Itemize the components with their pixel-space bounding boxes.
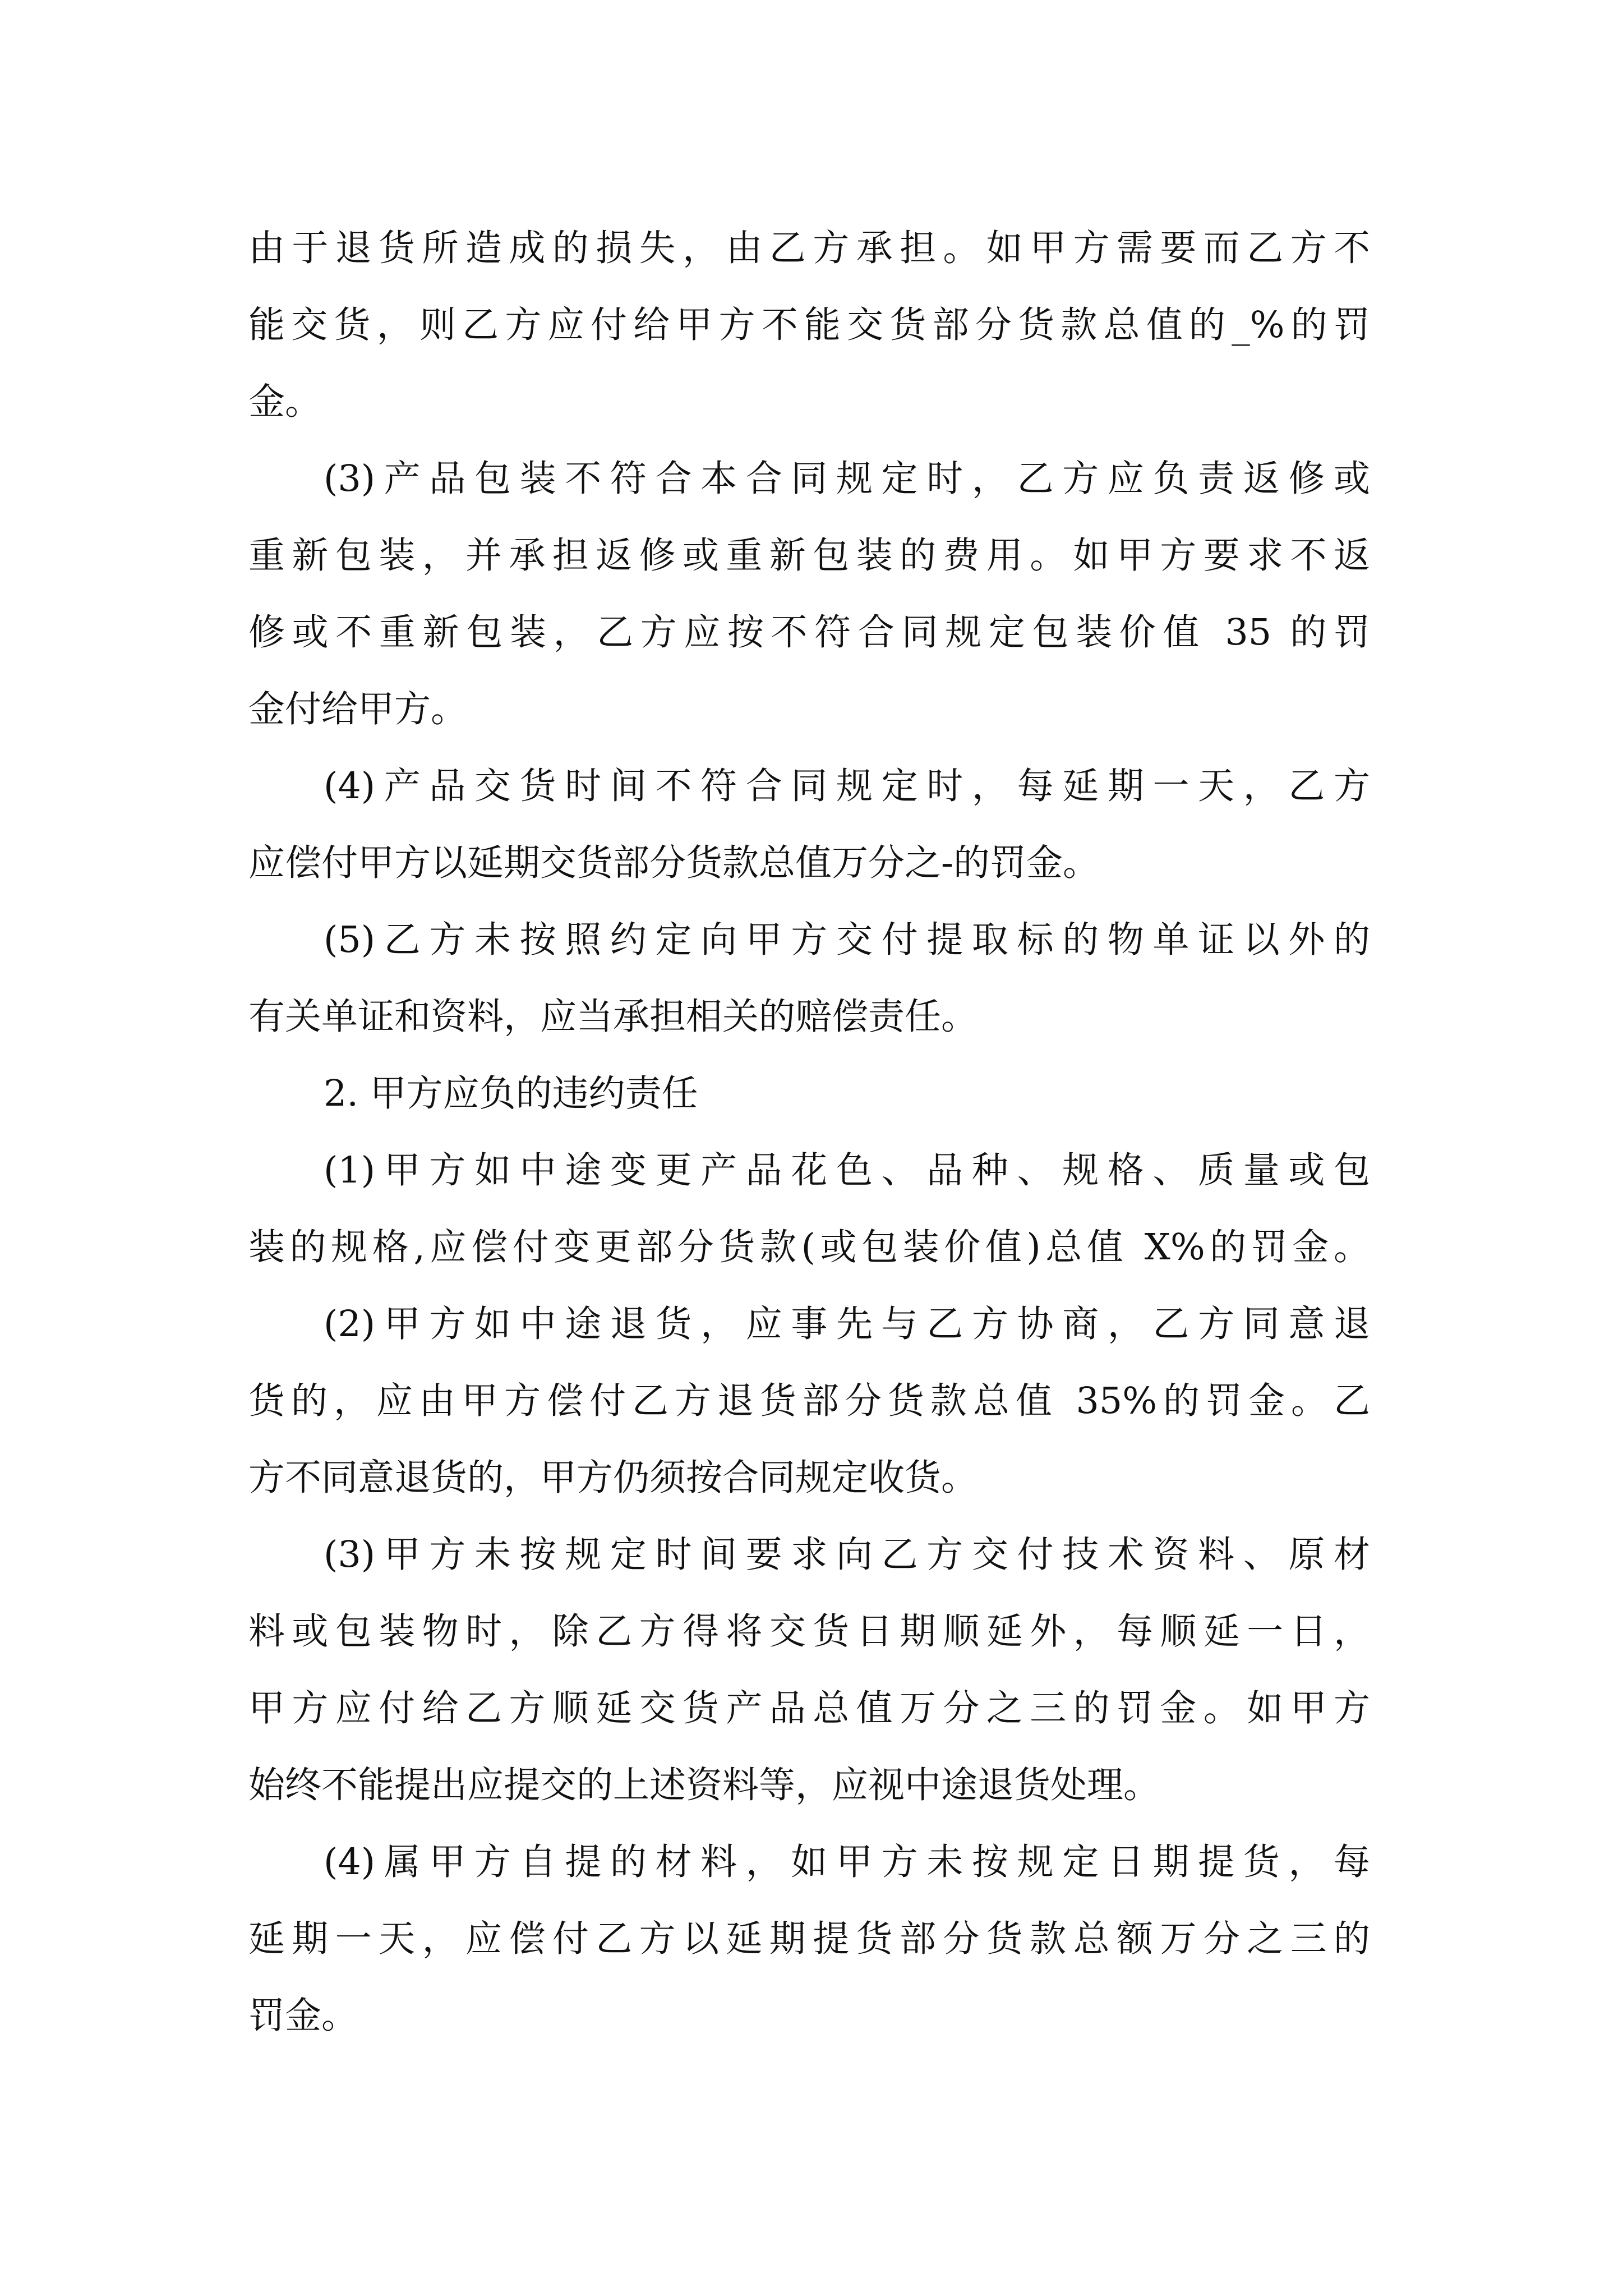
text-line: (3)产品包装不符合本合同规定时，乙方应负责返修或 <box>324 458 1370 500</box>
text-line: 方不同意退货的，甲方仍须按合同规定收货。 <box>248 1457 978 1499</box>
text-line: 能交货，则乙方应付给甲方不能交货部分货款总值的_%的罚 <box>248 304 1370 346</box>
text-line: 重新包装，并承担返修或重新包装的费用。如甲方要求不返 <box>248 535 1370 577</box>
text-line: (3)甲方未按规定时间要求向乙方交付技术资料、原材 <box>324 1534 1370 1576</box>
text-line: 甲方应付给乙方顺延交货产品总值万分之三的罚金。如甲方 <box>248 1687 1370 1729</box>
text-line: 装的规格,应偿付变更部分货款(或包装价值)总值 X%的罚金。 <box>248 1226 1370 1268</box>
text-line: 延期一天，应偿付乙方以延期提货部分货款总额万分之三的 <box>248 1918 1370 1960</box>
text-line: (4)产品交货时间不符合同规定时，每延期一天，乙方 <box>324 765 1370 807</box>
text-line: 金付给甲方。 <box>248 688 468 730</box>
text-line: 货的，应由甲方偿付乙方退货部分货款总值 35%的罚金。乙 <box>248 1380 1370 1422</box>
text-line: 始终不能提出应提交的上述资料等，应视中途退货处理。 <box>248 1764 1160 1806</box>
text-line: (1)甲方如中途变更产品花色、品种、规格、质量或包 <box>324 1149 1370 1191</box>
text-line: 应偿付甲方以延期交货部分货款总值万分之-的罚金。 <box>248 842 1099 884</box>
text-line: 料或包装物时，除乙方得将交货日期顺延外，每顺延一日， <box>248 1611 1370 1653</box>
text-line: 金。 <box>248 381 322 423</box>
text-line: (4)属甲方自提的材料，如甲方未按规定日期提货，每 <box>324 1841 1370 1883</box>
text-line: (2)甲方如中途退货，应事先与乙方协商，乙方同意退 <box>324 1303 1370 1345</box>
text-line: 罚金。 <box>248 1995 358 2037</box>
text-line: (5)乙方未按照约定向甲方交付提取标的物单证以外的 <box>324 919 1370 961</box>
text-line: 有关单证和资料，应当承担相关的赔偿责任。 <box>248 996 978 1038</box>
text-line: 由于退货所造成的损失，由乙方承担。如甲方需要而乙方不 <box>248 227 1370 269</box>
section-heading: 2. 甲方应负的违约责任 <box>324 1073 698 1115</box>
text-line: 修或不重新包装，乙方应按不符合同规定包装价值 35 的罚 <box>248 611 1370 654</box>
